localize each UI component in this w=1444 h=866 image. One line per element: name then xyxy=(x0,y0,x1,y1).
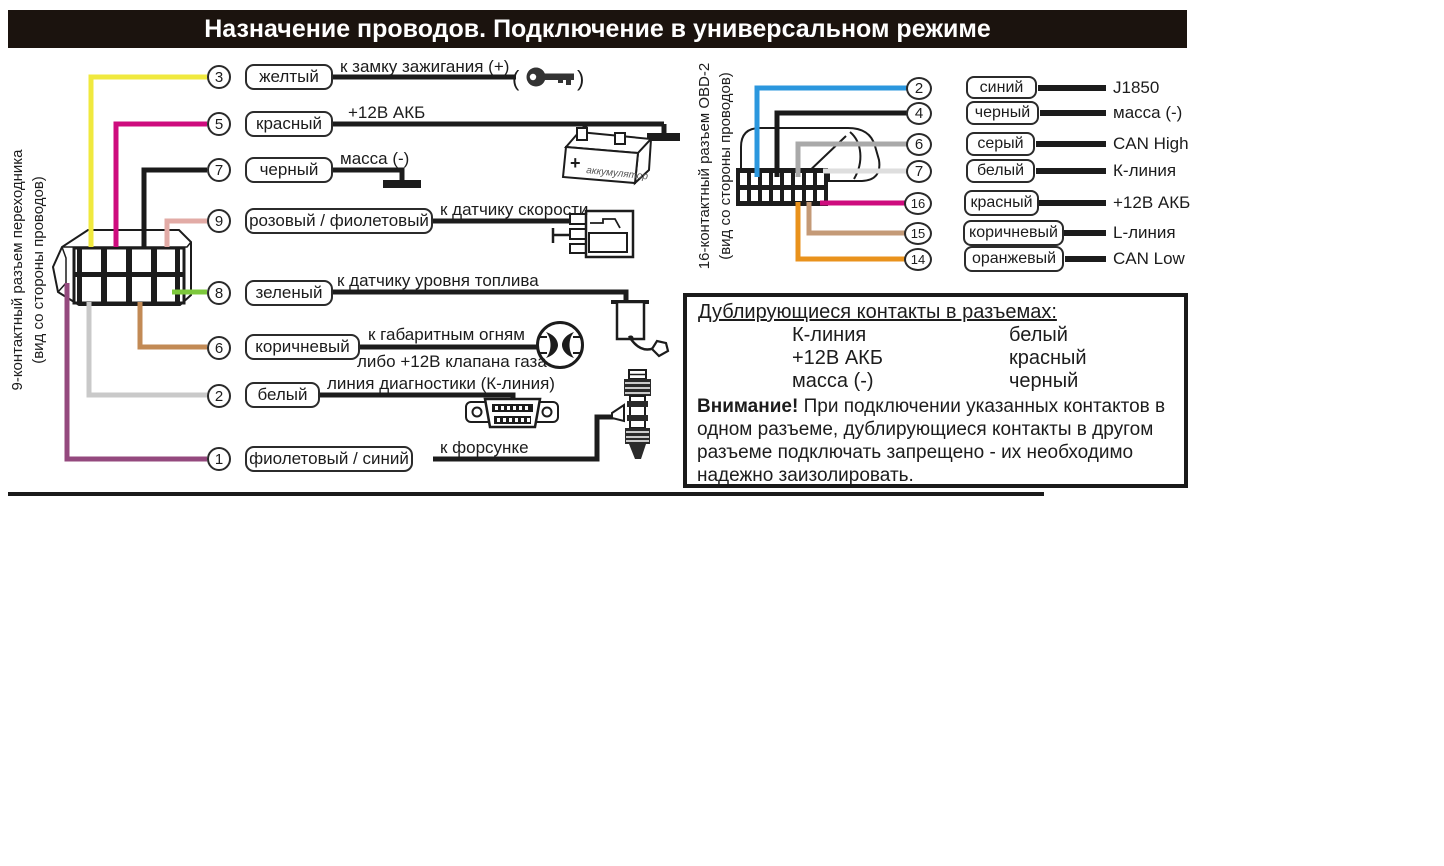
injector-icon xyxy=(612,370,651,459)
wire-red xyxy=(116,124,207,247)
duplicate-color: белый xyxy=(1009,324,1068,346)
wire-label: черный xyxy=(245,157,333,183)
wire-label: желтый xyxy=(245,64,333,90)
duplicates-header: Дублирующиеся контакты в разъемах: xyxy=(698,301,1057,323)
wire-label: синий xyxy=(966,76,1037,99)
pin-circle: 6 xyxy=(207,336,231,360)
duplicate-signal: К-линия xyxy=(792,324,867,346)
nine-pin-connector-drawing xyxy=(53,230,191,305)
pin-circle: 3 xyxy=(207,65,231,89)
duplicate-color: красный xyxy=(1009,347,1087,369)
pin-circle: 7 xyxy=(906,160,932,183)
function-label: либо +12В клапана газа xyxy=(357,352,547,371)
function-label: к форсунке xyxy=(440,438,529,457)
pin-circle: 1 xyxy=(207,447,231,471)
function-label: масса (-) xyxy=(1113,103,1183,122)
wire-label: серый xyxy=(966,132,1035,156)
function-label: CAN High xyxy=(1113,134,1189,153)
pin-circle: 7 xyxy=(207,158,231,182)
wire-label: красный xyxy=(964,190,1039,216)
pin-circle: 14 xyxy=(904,248,932,271)
pin-circle: 6 xyxy=(906,133,932,156)
pin-circle: 5 xyxy=(207,112,231,136)
pin-circle: 15 xyxy=(904,222,932,245)
svg-text:+: + xyxy=(570,153,581,173)
wire-label: оранжевый xyxy=(964,246,1064,272)
battery-label: аккумулятор xyxy=(585,165,649,183)
wire-label: черный xyxy=(966,101,1039,125)
duplicate-signal: масса (-) xyxy=(792,370,874,392)
function-label: L-линия xyxy=(1113,223,1176,242)
pin-circle: 8 xyxy=(207,281,231,305)
svg-text:): ) xyxy=(577,66,585,91)
pin-circle: 9 xyxy=(207,209,231,233)
function-label: к габаритным огням xyxy=(368,325,525,344)
battery-icon xyxy=(563,128,651,183)
function-label: к датчику скорости xyxy=(440,200,589,219)
wire-brown-obd xyxy=(809,202,908,233)
duplicated-contacts-box xyxy=(683,293,1188,488)
wire-brown xyxy=(140,302,207,347)
obd2-pin-block xyxy=(736,168,828,206)
function-label: +12В АКБ xyxy=(348,103,426,122)
pin-circle: 16 xyxy=(904,192,932,215)
function-label: J1850 xyxy=(1113,78,1160,97)
warning-text xyxy=(697,395,1183,487)
wire-label: коричневый xyxy=(963,220,1064,246)
duplicate-color: черный xyxy=(1009,370,1079,392)
function-label: +12В АКБ xyxy=(1113,193,1191,212)
function-label: к замку зажигания (+) xyxy=(340,57,510,76)
warning-body: При подключении указанных контактов в одном разъеме, дублирующиеся контакты в другом разъеме подключать запрещено - их необходимо надежно заизолировать. xyxy=(697,396,1166,486)
wire-label: красный xyxy=(245,111,333,137)
function-label: линия диагностики (К-линия) xyxy=(327,374,555,393)
fuel-level-sensor-icon xyxy=(611,302,668,356)
wire-label: розовый / фиолетовый xyxy=(245,208,433,234)
wire-label: коричневый xyxy=(245,334,360,360)
warning-lead: Внимание! xyxy=(697,396,799,417)
pin-circle: 4 xyxy=(906,102,932,125)
pin-circle: 2 xyxy=(207,384,231,408)
function-label: К-линия xyxy=(1113,161,1177,180)
wire-label: белый xyxy=(966,159,1035,183)
wire-label: зеленый xyxy=(245,280,333,306)
function-label: к датчику уровня топлива xyxy=(337,271,539,290)
duplicate-signal: +12В АКБ xyxy=(792,347,883,369)
pin-circle: 2 xyxy=(906,77,932,100)
right-connector-caption: 16-контактный разъем OBD-2 (вид со стороны проводов) xyxy=(696,62,734,270)
page-title: Назначение проводов. Подключение в универсальном режиме xyxy=(8,10,1187,48)
svg-text:(: ( xyxy=(512,66,520,91)
obd-diagnostic-connector-icon xyxy=(466,399,558,427)
key-icon xyxy=(512,66,584,91)
wire-label: белый xyxy=(245,382,320,408)
left-connector-caption: 9-контактный разъем переходника (вид со стороны проводов) xyxy=(9,149,47,391)
wire-label: фиолетовый / синий xyxy=(245,446,413,472)
function-label: CAN Low xyxy=(1113,249,1185,268)
function-label: масса (-) xyxy=(340,149,410,168)
bottom-divider xyxy=(8,492,1044,496)
